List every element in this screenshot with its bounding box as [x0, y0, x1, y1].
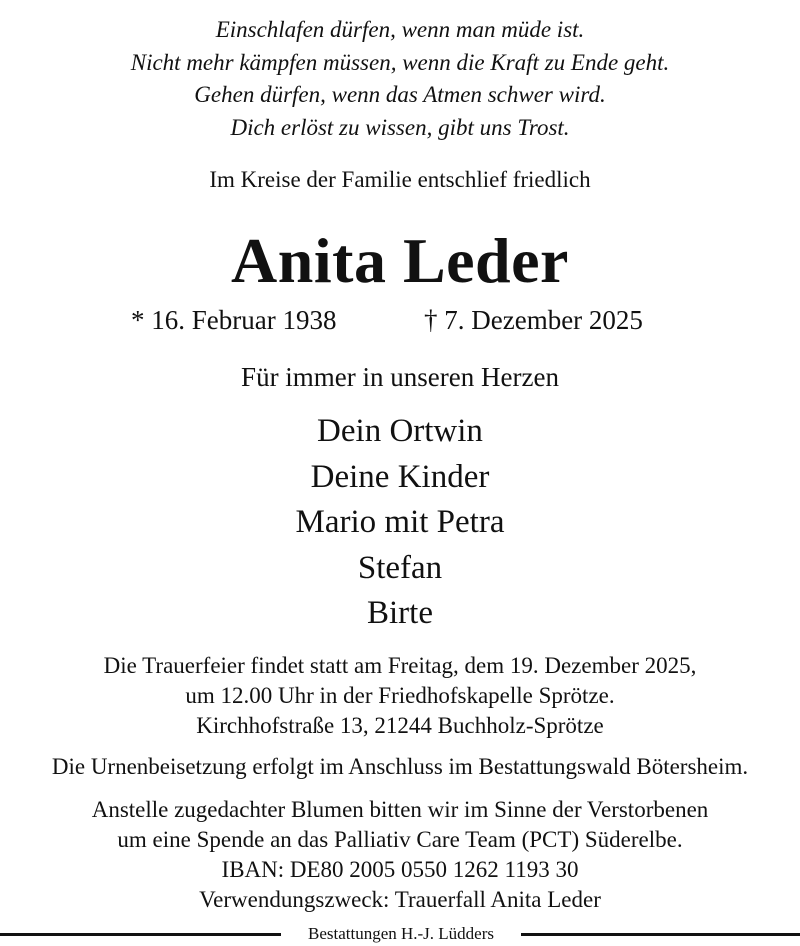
donation-info: [0, 795, 800, 915]
motto: Für immer in unseren Herzen: [241, 362, 559, 392]
donation-line: um eine Spende an das Palliativ Care Team (PCT) Süderelbe.: [117, 827, 683, 852]
family-list: [0, 409, 800, 637]
donation-iban: IBAN: DE80 2005 0550 1262 1193 30: [221, 857, 579, 882]
footer-rule: [521, 933, 800, 936]
family-member: Mario mit Petra: [295, 504, 505, 541]
intro-text: Im Kreise der Familie entschlief friedlich: [209, 167, 591, 192]
poem-line: Dich erlöst zu wissen, gibt uns Trost.: [230, 114, 570, 140]
funeral-info: [0, 651, 800, 741]
family-member: Dein Ortwin: [317, 413, 483, 449]
family-member: Birte: [367, 595, 433, 632]
funeral-address: Kirchhofstraße 13, 21244 Buchholz-Sprötze: [196, 713, 604, 738]
funeral-info-line: um 12.00 Uhr in der Friedhofskapelle Sprötze.: [185, 683, 615, 708]
urn-burial-info: Die Urnenbeisetzung erfolgt im Anschluss im Bestattungswald Bötersheim.: [51, 754, 749, 779]
donation-reference: Verwendungszweck: Trauerfall Anita Leder: [199, 887, 601, 912]
poem-line: Einschlafen dürfen, wenn man müde ist.: [215, 17, 585, 42]
donation-line: Anstelle zugedachter Blumen bitten wir im Sinne der Verstorbenen: [91, 797, 709, 822]
deceased-name: Anita Leder: [231, 225, 569, 296]
death-date: † 7. Dezember 2025: [424, 305, 643, 335]
undertaker-name: Bestattungen H.-J. Lüdders: [307, 924, 495, 943]
family-member: Deine Kinder: [310, 458, 490, 495]
family-member: Stefan: [357, 549, 443, 586]
funeral-info-line: Die Trauerfeier findet statt am Freitag, dem 19. Dezember 2025,: [103, 653, 697, 678]
poem-line: Nicht mehr kämpfen müssen, wenn die Kraft zu Ende geht.: [130, 49, 670, 75]
footer: [0, 922, 800, 946]
poem: [0, 14, 800, 144]
poem-line: Gehen dürfen, wenn das Atmen schwer wird.: [194, 82, 606, 107]
footer-rule: [0, 933, 281, 936]
birth-date: * 16. Februar 1938: [131, 305, 337, 335]
